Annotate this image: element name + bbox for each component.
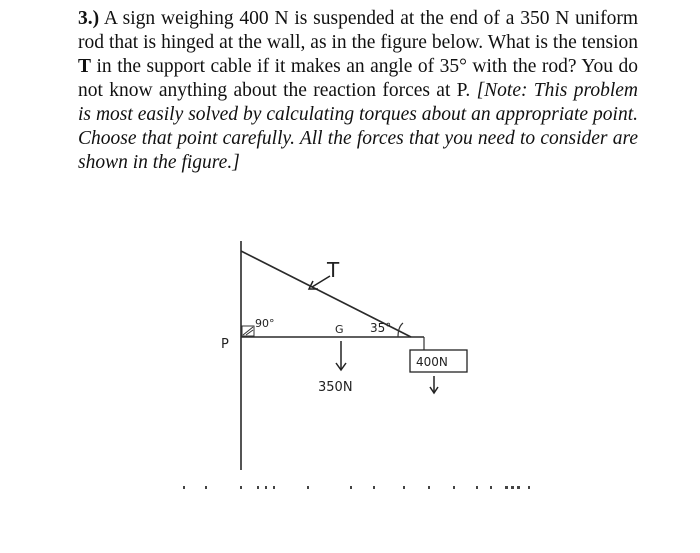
sign-label: 400N (416, 355, 448, 369)
problem-note: [Note: This problem is most easily solved by calculating torques about an appropriate point. Choose that point carefully. All the forces that you need to consider are shown in the figure.] (78, 80, 638, 173)
hinge-angle-label: 90° (255, 317, 275, 330)
tension-label: T (327, 258, 340, 282)
rod-weight-label: 350N (318, 380, 353, 395)
angle-arc (398, 323, 403, 337)
problem-text-a: A sign weighing 400 N is suspended at the end of a 350 N uniform rod that is hinged at the wall, as in the figure below. What is the tension (78, 8, 638, 53)
cable-angle-label: 35° (370, 321, 392, 335)
hinge-label: P (221, 337, 229, 352)
problem-text-b: in the support cable if it makes an angle of 35° with the rod? You do not know anything about the reaction forces at P. (78, 56, 638, 101)
center-label: G (335, 323, 344, 336)
hinge-hatch (246, 330, 253, 335)
problem-number: 3.) (78, 8, 100, 29)
tension-symbol: T (78, 56, 92, 77)
cropped-text-remnant (183, 486, 530, 489)
